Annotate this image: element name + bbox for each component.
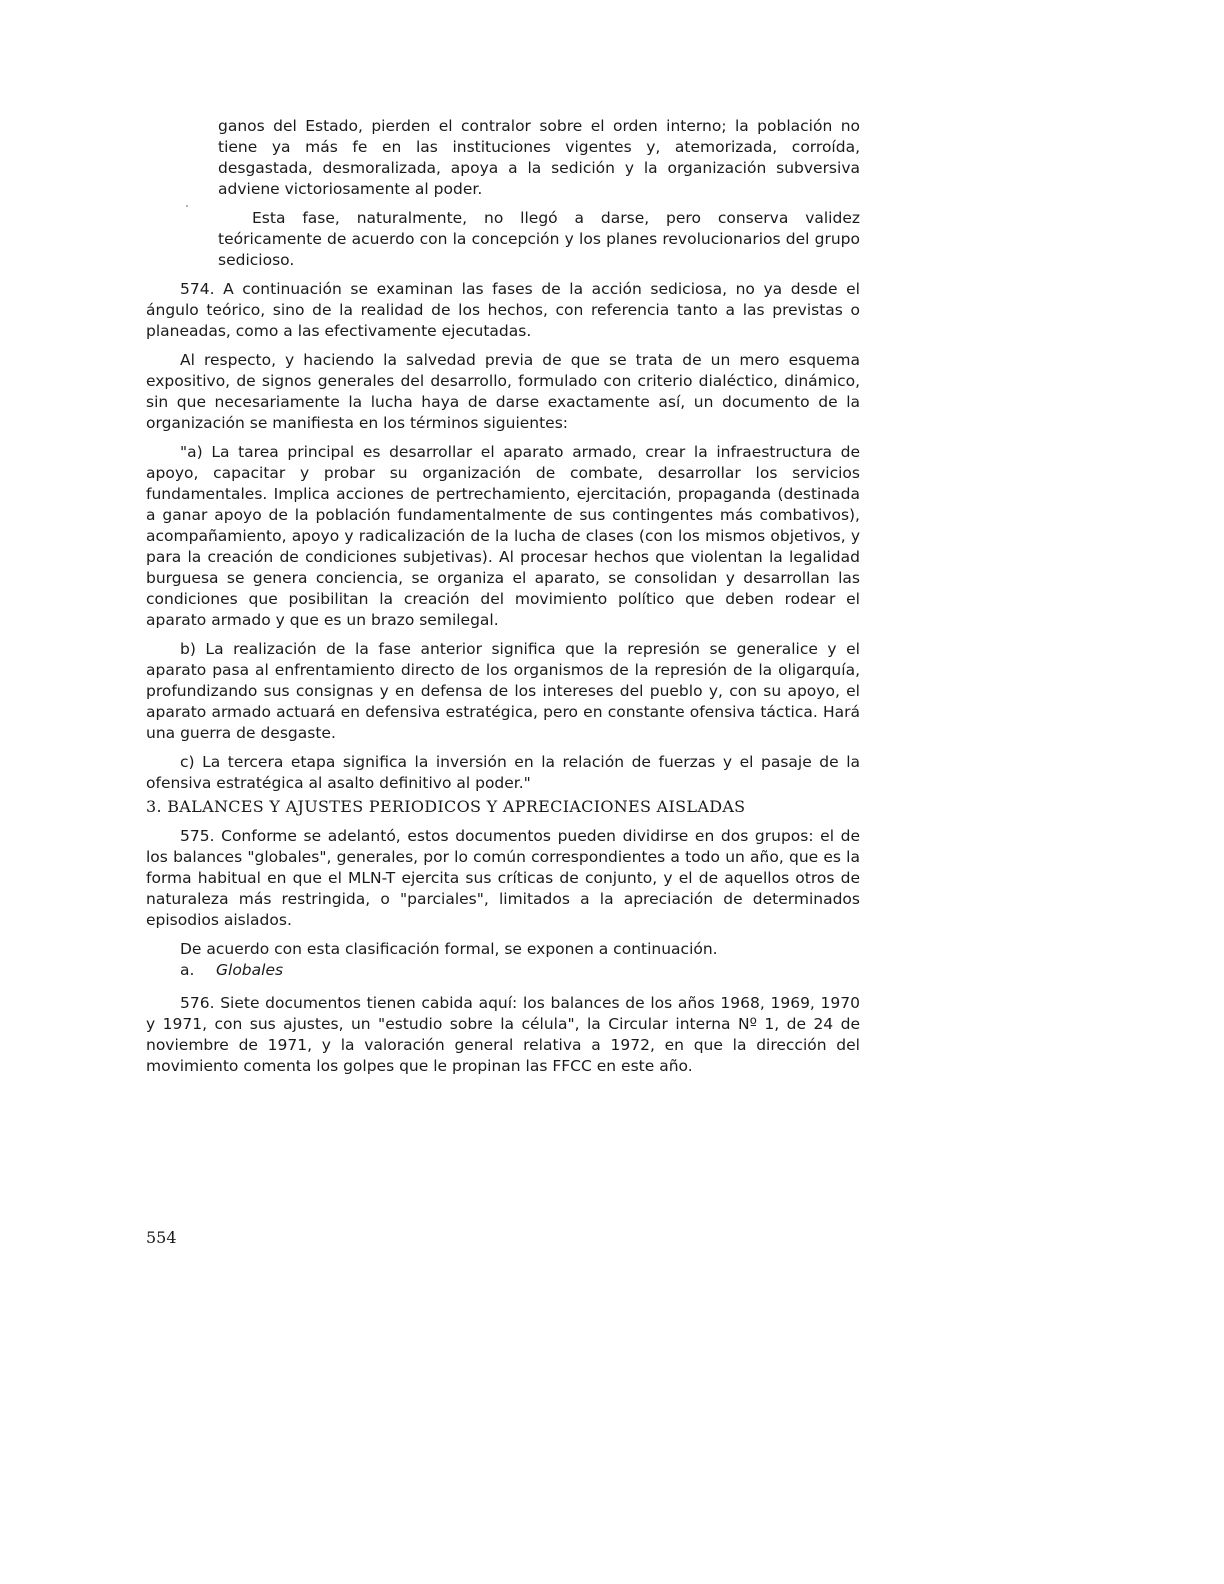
paragraph-al-respecto: Al respecto, y haciendo la salvedad previa de que se trata de un mero esquema expositivo, de signos generales del desarrollo, formulado con criterio dialéctico, dinámico, sin que necesariamente la lucha haya de darse exactamente así, un documento de la organización se manifiesta en los términos siguientes: (146, 351, 860, 432)
subsection-label: Globales (216, 961, 284, 979)
page-number: 554 (146, 1228, 177, 1247)
paragraph-quote-b: b) La realización de la fase anterior significa que la represión se generalice y el aparato pasa al enfrentamiento directo de los organismos de la represión de la oligarquía, profundizando sus consignas y en defensa de los intereses del pueblo y, con su apoyo, el aparato armado actuará en defensiva estratégica, pero en constante ofensiva táctica. Hará una guerra de desgaste. (146, 640, 860, 742)
paragraph-quote-c: c) La tercera etapa significa la inversión en la relación de fuerzas y el pasaje de la ofensiva estratégica al asalto definitivo al poder." (146, 753, 860, 792)
paragraph-575: 575. Conforme se adelantó, estos documentos pueden dividirse en dos grupos: el de los balances "globales", generales, por lo común correspondientes a todo un año, que es la forma habitual en que el MLN-T ejercita sus críticas de conjunto, y el de aquellos otros de naturaleza más restringida, o "parciales", limitados a la apreciación de determinados episodios aislados. (146, 827, 860, 929)
document-body (146, 116, 860, 1085)
paragraph-574: 574. A continuación se examinan las fases de la acción sediciosa, no ya desde el ángulo teórico, sino de la realidad de los hechos, con referencia tanto a las previstas o planeadas, como a las efectivamente ejecutadas. (146, 280, 860, 340)
subsection-letter: a. (180, 961, 195, 979)
paragraph-fase-note: Esta fase, naturalmente, no llegó a darse, pero conserva validez teóricamente de acuerdo con la concepción y los planes revolucionarios del grupo sedicioso. (218, 209, 860, 269)
paragraph-576: 576. Siete documentos tienen cabida aquí: los balances de los años 1968, 1969, 1970 y 1971, con sus ajustes, un "estudio sobre la célula", la Circular interna Nº 1, de 24 de noviembre de 1971, y la valoración general relativa a 1972, en que la dirección del movimiento comenta los golpes que le propinan las FFCC en este año. (146, 994, 860, 1075)
paragraph-clasificacion: De acuerdo con esta clasificación formal, se exponen a continuación. (180, 940, 718, 958)
subsection-heading (146, 960, 860, 981)
paragraph-continuation: ganos del Estado, pierden el contralor sobre el orden interno; la población no tiene ya más fe en las instituciones vigentes y, atemorizada, corroída, desgastada, desmoralizada, apoya a la sedición y la organización subversiva adviene victoriosamente al poder. (218, 117, 860, 198)
paragraph-quote-a: "a) La tarea principal es desarrollar el aparato armado, crear la infraestructura de apoyo, capacitar y probar su organización de combate, desarrollar los servicios fundamentales. Implica acciones de pertrechamiento, ejercitación, propaganda (destinada a ganar apoyo de la población fundamentalmente de sus contingentes más combativos), acompañamiento, apoyo y radicalización de la lucha de clases (con los mismos objetivos, y para la creación de condiciones subjetivas). Al procesar hechos que violentan la legalidad burguesa se genera conciencia, se organiza el aparato, se consolidan y desarrollan las condiciones que posibilitan la creación del movimiento político que deben rodear el aparato armado y que es un brazo semilegal. (146, 443, 860, 629)
scan-speck (186, 205, 188, 207)
section-heading: 3. BALANCES Y AJUSTES PERIODICOS Y APRECIACIONES AISLADAS (146, 797, 746, 816)
